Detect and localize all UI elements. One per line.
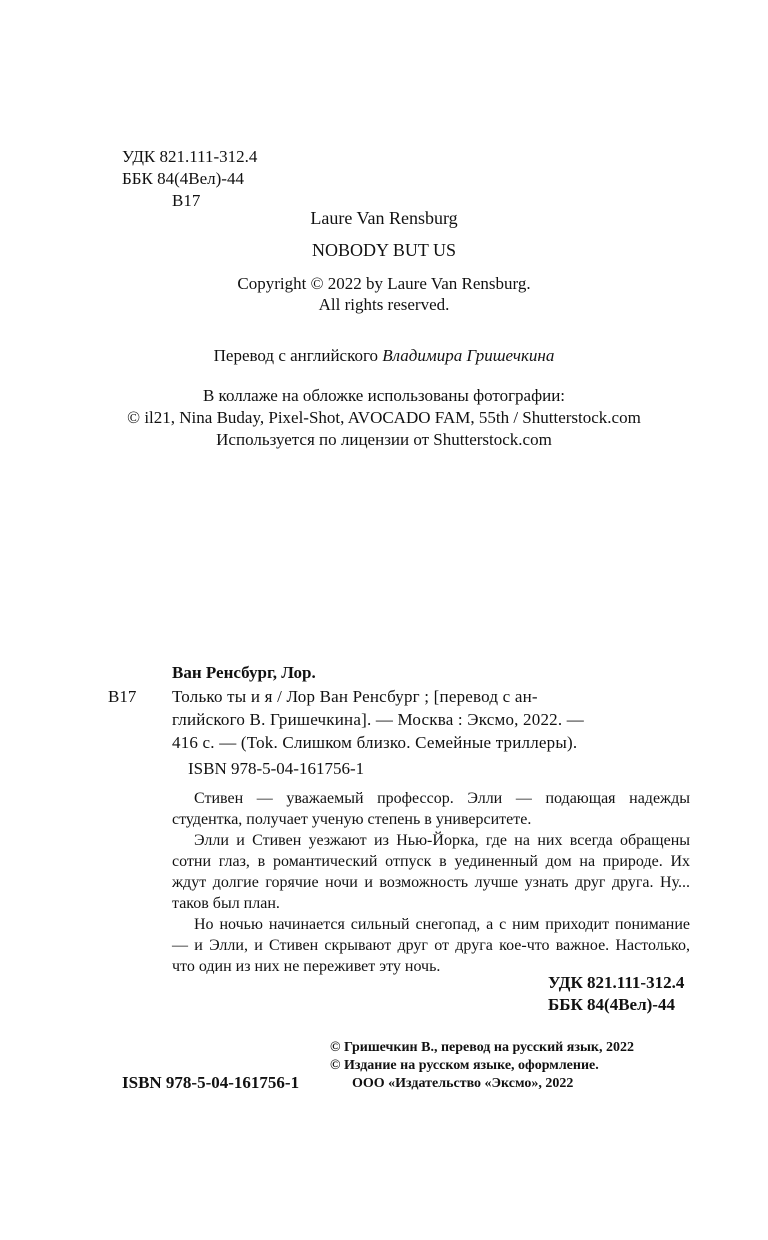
annotation-paragraph-1: Стивен — уважаемый профессор. Элли — подающая надежды студентка, получает ученую степень в университете. — [172, 790, 690, 828]
catalog-isbn: ISBN 978-5-04-161756-1 — [188, 759, 365, 778]
annotation-paragraph-2: Элли и Стивен уезжают из Нью-Йорка, где на них всегда обращены сотни глаз, в романтический отпуск в уединенный дом на природе. Их ждут долгие горячие ночи и возможность лучше узнать друг друга. Ну... таков был план. — [172, 832, 690, 912]
udk-code-top: УДК 821.111-312.4 — [122, 147, 258, 166]
catalog-line-3: 416 с. — (Tok. Слишком близко. Семейные триллеры). — [172, 733, 578, 752]
udk-code-bottom: УДК 821.111-312.4 — [548, 973, 685, 992]
photo-credits-line-1: В коллаже на обложке использованы фотографии: — [202, 386, 566, 405]
catalog-heading: Ван Ренсбург, Лор. — [172, 663, 316, 682]
catalog-line-2: глийского В. Гришечкина]. — Москва : Эксмо, 2022. — — [172, 710, 584, 729]
photo-credits-line-3: Используется по лицензии от Shutterstock.com — [216, 430, 552, 449]
annotation — [172, 788, 690, 977]
original-title: NOBODY BUT US — [311, 240, 457, 260]
copyright-edition-line-1: © Издание на русском языке, оформление. — [330, 1058, 599, 1073]
bbk-code-top: ББК 84(4Вел)-44 — [122, 169, 244, 188]
copyright-translation: © Гришечкин В., перевод на русский язык, 2022 — [330, 1040, 634, 1055]
translation-prefix: Перевод с английского — [213, 346, 383, 365]
bbk-code-bottom: ББК 84(4Вел)-44 — [548, 995, 675, 1014]
catalog-line-1: Только ты и я / Лор Ван Ренсбург ; [перевод с ан- — [172, 687, 538, 706]
copyright-line-2: All rights reserved. — [318, 295, 450, 314]
translation-credit — [0, 345, 768, 367]
catalog-sign: В17 — [108, 687, 137, 706]
copyright-edition-line-2: ООО «Издательство «Эксмо», 2022 — [352, 1076, 574, 1091]
translator-name: Владимира Гришечкина — [382, 346, 555, 365]
author-sign-top: В17 — [172, 191, 201, 210]
footer-isbn: ISBN 978-5-04-161756-1 — [122, 1073, 300, 1092]
copyright-line-1: Copyright © 2022 by Laure Van Rensburg. — [237, 274, 531, 293]
annotation-paragraph-3: Но ночью начинается сильный снегопад, а с ним приходит понимание — и Элли, и Стивен скрывают друг от друга кое-что важное. Настолько, что один из них не переживет эту ночь. — [172, 916, 690, 975]
photo-credits-line-2: © il21, Nina Buday, Pixel-Shot, AVOCADO FAM, 55th / Shutterstock.com — [127, 408, 641, 427]
original-author: Laure Van Rensburg — [310, 208, 458, 228]
